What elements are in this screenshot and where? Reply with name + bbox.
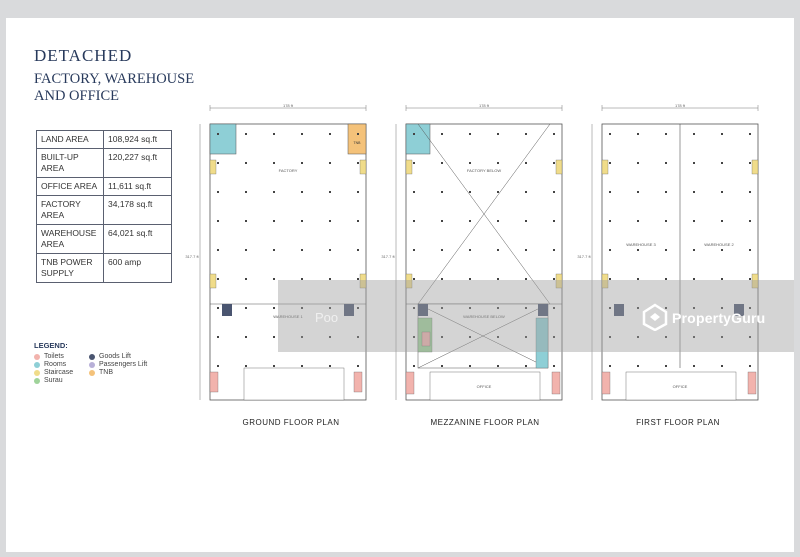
structural-column <box>749 365 751 367</box>
structural-column <box>245 133 247 135</box>
structural-column <box>665 249 667 251</box>
watermark-brand: PropertyGuru <box>672 310 766 326</box>
structural-column <box>245 278 247 280</box>
structural-column <box>497 220 499 222</box>
structural-column <box>245 336 247 338</box>
structural-column <box>217 220 219 222</box>
structural-column <box>301 220 303 222</box>
structural-column <box>665 220 667 222</box>
structural-column <box>217 133 219 135</box>
structural-column <box>245 162 247 164</box>
legend-swatch-icon <box>34 378 40 384</box>
ground-warehouse-label: WAREHOUSE 1 <box>273 314 303 319</box>
structural-column <box>749 162 751 164</box>
structural-column <box>721 249 723 251</box>
structural-column <box>609 365 611 367</box>
structural-column <box>525 191 527 193</box>
structural-column <box>693 191 695 193</box>
legend-swatch-icon <box>89 354 95 360</box>
structural-column <box>245 307 247 309</box>
first-warehouse3-label: WAREHOUSE 3 <box>626 242 656 247</box>
structural-column <box>413 133 415 135</box>
structural-column <box>273 191 275 193</box>
mezzanine-floor-plan <box>380 104 570 408</box>
title-subtitle <box>34 71 194 105</box>
ground-depth-dim: 317.7 ft <box>185 254 199 259</box>
structural-column <box>749 249 751 251</box>
tnb-room <box>348 124 366 154</box>
title-line-3: AND OFFICE <box>34 88 119 104</box>
structural-column <box>273 162 275 164</box>
first-floor-caption: FIRST FLOOR PLAN <box>636 418 720 427</box>
structural-column <box>329 162 331 164</box>
structural-column <box>441 365 443 367</box>
spec-row <box>37 196 172 225</box>
legend-label: Goods Lift <box>99 353 131 360</box>
structural-column <box>693 365 695 367</box>
structural-column <box>693 133 695 135</box>
structural-column <box>301 162 303 164</box>
legend-label: Rooms <box>44 361 67 368</box>
spec-value: 600 amp <box>104 254 172 283</box>
spec-row <box>37 254 172 283</box>
structural-column <box>273 365 275 367</box>
structural-column <box>637 220 639 222</box>
structural-column <box>497 133 499 135</box>
structural-column <box>413 365 415 367</box>
structural-column <box>469 191 471 193</box>
structural-column <box>357 220 359 222</box>
first-floor-plan <box>576 104 766 408</box>
mezz-factory-below-label: FACTORY BELOW <box>466 168 502 173</box>
structural-column <box>329 365 331 367</box>
structural-column <box>217 336 219 338</box>
legend-label: Toilets <box>44 353 64 360</box>
spec-label: LAND AREA <box>37 131 104 149</box>
structural-column <box>301 365 303 367</box>
structural-column <box>357 249 359 251</box>
legend-item <box>89 361 159 368</box>
spec-row <box>37 149 172 178</box>
legend-label: Staircase <box>44 369 74 376</box>
structural-column <box>553 162 555 164</box>
legend-label: Passengers Lift <box>99 361 148 368</box>
structural-column <box>609 191 611 193</box>
structural-column <box>749 133 751 135</box>
legend-label: TNB <box>99 369 113 376</box>
structural-column <box>497 249 499 251</box>
legend-item <box>34 361 89 368</box>
legend-title: LEGEND: <box>34 341 68 350</box>
legend-item <box>34 377 89 384</box>
structural-column <box>721 220 723 222</box>
structural-column <box>497 162 499 164</box>
legend-swatch-icon <box>89 370 95 376</box>
spec-row <box>37 178 172 196</box>
structural-column <box>525 220 527 222</box>
spec-value: 34,178 sq.ft <box>104 196 172 225</box>
structural-column <box>357 191 359 193</box>
structural-column <box>273 220 275 222</box>
structural-column <box>441 220 443 222</box>
legend-swatch-icon <box>34 370 40 376</box>
first-width-dim: 178 ft <box>674 104 686 108</box>
mezz-depth-dim: 317.7 ft <box>381 254 395 259</box>
structural-column <box>525 365 527 367</box>
structural-column <box>301 191 303 193</box>
structural-column <box>609 249 611 251</box>
legend-swatch-icon <box>34 362 40 368</box>
structural-column <box>469 220 471 222</box>
structural-column <box>609 133 611 135</box>
structural-column <box>273 133 275 135</box>
structural-column <box>553 220 555 222</box>
structural-column <box>637 162 639 164</box>
legend-item <box>89 353 159 360</box>
structural-column <box>665 191 667 193</box>
structural-column <box>301 249 303 251</box>
structural-column <box>273 278 275 280</box>
legend-swatch-icon <box>89 362 95 368</box>
structural-column <box>721 191 723 193</box>
structural-column <box>637 249 639 251</box>
structural-column <box>217 249 219 251</box>
structural-column <box>553 133 555 135</box>
structural-column <box>469 133 471 135</box>
structural-column <box>665 133 667 135</box>
propertyguru-logo-icon <box>642 303 668 331</box>
structural-column <box>497 365 499 367</box>
structural-column <box>217 365 219 367</box>
structural-column <box>525 249 527 251</box>
structural-column <box>329 133 331 135</box>
structural-column <box>413 249 415 251</box>
structural-column <box>665 162 667 164</box>
goods-lift <box>222 304 232 316</box>
watermark-faint-text: Poo <box>315 310 339 325</box>
ground-factory-label: FACTORY <box>278 168 298 173</box>
legend-item <box>34 369 89 376</box>
mezz-warehouse-below-label: WAREHOUSE BELOW <box>463 314 505 319</box>
legend-grid <box>34 353 159 384</box>
structural-column <box>749 220 751 222</box>
title-line-2: FACTORY, WAREHOUSE <box>34 71 195 87</box>
structural-column <box>665 365 667 367</box>
spec-value: 120,227 sq.ft <box>104 149 172 178</box>
structural-column <box>497 191 499 193</box>
structural-column <box>749 191 751 193</box>
legend-item <box>89 369 159 376</box>
structural-column <box>245 365 247 367</box>
structural-column <box>245 191 247 193</box>
structural-column <box>469 162 471 164</box>
structural-column <box>721 162 723 164</box>
spec-value: 11,611 sq.ft <box>104 178 172 196</box>
structural-column <box>329 220 331 222</box>
structural-column <box>525 133 527 135</box>
legend <box>34 341 159 384</box>
structural-column <box>357 133 359 135</box>
structural-column <box>637 365 639 367</box>
structural-column <box>245 220 247 222</box>
structural-column <box>357 365 359 367</box>
ground-floor-plan <box>184 104 374 408</box>
structural-column <box>441 249 443 251</box>
first-office-label: OFFICE <box>672 384 688 389</box>
legend-swatch-icon <box>34 354 40 360</box>
structural-column <box>693 249 695 251</box>
structural-column <box>273 249 275 251</box>
spec-row <box>37 225 172 254</box>
first-warehouse2-label: WAREHOUSE 2 <box>704 242 734 247</box>
mezz-office-label: OFFICE <box>476 384 492 389</box>
spec-label: BUILT-UP AREA <box>37 149 104 178</box>
mezzanine-floor-caption: MEZZANINE FLOOR PLAN <box>430 418 540 427</box>
structural-column <box>413 220 415 222</box>
spec-label: TNB POWER SUPPLY <box>37 254 104 283</box>
structural-column <box>217 307 219 309</box>
structural-column <box>693 220 695 222</box>
structural-column <box>553 365 555 367</box>
structural-column <box>273 307 275 309</box>
structural-column <box>637 133 639 135</box>
spec-table <box>36 130 172 283</box>
structural-column <box>413 191 415 193</box>
structural-column <box>441 162 443 164</box>
structural-column <box>217 162 219 164</box>
structural-column <box>609 162 611 164</box>
structural-column <box>469 365 471 367</box>
spec-label: FACTORY AREA <box>37 196 104 225</box>
mezz-width-dim: 178 ft <box>478 104 490 108</box>
structural-column <box>441 133 443 135</box>
structural-column <box>469 249 471 251</box>
structural-column <box>217 191 219 193</box>
legend-item <box>34 353 89 360</box>
legend-label: Surau <box>44 377 63 384</box>
spec-row <box>37 131 172 149</box>
spec-value: 64,021 sq.ft <box>104 225 172 254</box>
structural-column <box>721 133 723 135</box>
structural-column <box>413 162 415 164</box>
structural-column <box>553 249 555 251</box>
room-icon <box>210 124 236 154</box>
first-depth-dim: 317.7 ft <box>577 254 591 259</box>
structural-column <box>329 191 331 193</box>
structural-column <box>693 162 695 164</box>
structural-column <box>441 191 443 193</box>
structural-column <box>525 162 527 164</box>
structural-column <box>245 249 247 251</box>
structural-column <box>721 365 723 367</box>
ground-tnb-label: TNB <box>353 141 361 145</box>
structural-column <box>637 191 639 193</box>
ground-floor-caption: GROUND FLOOR PLAN <box>242 418 340 427</box>
structural-column <box>553 191 555 193</box>
title-detached: DETACHED <box>34 46 133 65</box>
structural-column <box>301 133 303 135</box>
spec-value: 108,924 sq.ft <box>104 131 172 149</box>
structural-column <box>329 249 331 251</box>
structural-column <box>357 162 359 164</box>
structural-column <box>217 278 219 280</box>
spec-label: OFFICE AREA <box>37 178 104 196</box>
spec-label: WAREHOUSE AREA <box>37 225 104 254</box>
structural-column <box>273 336 275 338</box>
ground-width-dim: 178 ft <box>282 104 294 108</box>
structural-column <box>609 220 611 222</box>
